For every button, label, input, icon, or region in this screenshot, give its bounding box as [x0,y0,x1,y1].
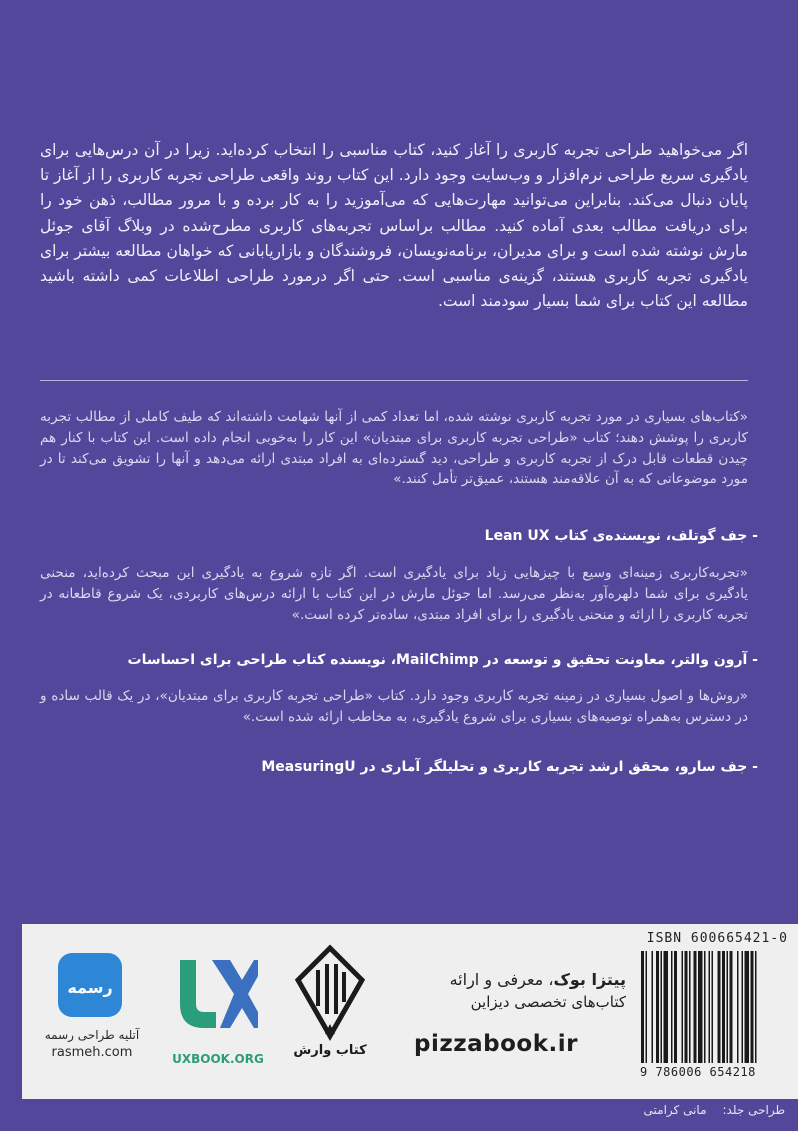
divider [40,380,748,381]
barcode-bar [722,951,725,1063]
barcode-icon [639,951,793,1069]
barcode-bar [742,951,744,1063]
rasmeh-url[interactable]: rasmeh.com [51,1045,133,1060]
barcode-bar [737,951,739,1063]
varesh-label: کتاب وارش [293,1043,367,1058]
barcode-bar [704,951,706,1063]
quote-1: «کتاب‌های بسیاری در مورد تجربه کاربری نوشته شده، اما تعداد کمی از آنها شهامت داشته‌اند که طیف کاملی از مطالب تجربه کاربری را پوشش دهند؛ کتاب «طراحی تجربه کاربری برای مبتدیان» این کار را به‌خوبی انجام داده است. این کتاب با کنار هم چیدن قطعات قابل درک از تجربه کاربری و طراحی، دید گسترده‌ای به افراد مبتدی ارائه می‌دهد و آنها را تشویق می‌کند تا در مورد موضوعاتی که به آن علاقه‌مند هستند، عمیق‌تر تأمل کنند.» [40,409,748,488]
barcode-bar [641,951,644,1063]
barcode-bar [671,951,673,1063]
barcode-bar [718,951,721,1063]
cover-credit [620,1103,785,1117]
barcode-bar [755,951,757,1063]
rasmeh-icon-text: رسمه [67,978,113,997]
credit-name: مانی کرامتی [643,1103,707,1117]
barcode-bar [646,951,648,1063]
barcode-bar [694,951,697,1063]
barcode-bar [661,951,663,1063]
publisher-name: پیتزا بوک [553,970,626,989]
isbn-number: 9 786006 654218 [640,1065,756,1079]
barcode-bar [745,951,750,1063]
footer-panel [22,924,798,1099]
rasmeh-name: آتلیه طراحی رسمه [44,1028,140,1042]
publisher-tagline: ، معرفی و ارائه [449,970,554,989]
barcode-bar [712,951,714,1063]
isbn-label: ISBN 600665421-0 [646,931,788,946]
barcode-bar [674,951,677,1063]
barcode-bar [727,951,729,1063]
barcode-bar [698,951,703,1063]
barcode-bar [685,951,688,1063]
barcode-bar [730,951,733,1063]
quote-3-author: - جف سارو، محقق ارشد تجربه کاربری و تحلیلگر آماری در MeasuringU [261,759,758,775]
publisher-subtitle: کتاب‌های تخصصی دیزاین [470,993,626,1011]
barcode-bar [656,951,659,1063]
publisher-url[interactable]: pizzabook.ir [414,1031,578,1057]
quote-2: «تجربه‌کاربری زمینه‌ای وسیع با چیزهایی زیاد برای یادگیری است. اگر تازه شروع به یادگیری این مبحث کرده‌اید، منحنی یادگیری برای شما دلهره‌آور به‌نظر می‌رسد. اما جوئل مارش در این کتاب با ارائه درس‌های کاربردی، یک شروع قاطعانه در تجربه کاربری را ارائه و منحنی یادگیری را برای افراد مبتدی، ساده‌تر کرده است.» [40,565,748,623]
rasmeh-logo-icon [58,953,122,1017]
uxbook-logo-icon [172,954,260,1034]
barcode-bar [652,951,654,1063]
quote-1-author: - جف گوتلف، نویسنده‌ی کتاب Lean UX [484,528,758,544]
barcode-bar [709,951,711,1063]
barcode-bar [664,951,669,1063]
barcode-bar [751,951,754,1063]
publisher-title [382,970,626,989]
uxbook-label[interactable]: UXBOOK.ORG [172,1052,264,1066]
credit-label: طراحی جلد: [722,1103,785,1117]
barcode-bar [682,951,684,1063]
quote-3: «روش‌ها و اصول بسیاری در زمینه تجربه کاربری وجود دارد. کتاب «طراحی تجربه کاربری برای مبتدیان»، در یک قالب ساده و در دسترس به‌همراه توصیه‌های بسیاری برای شروع یادگیری، به مخاطب ارائه شده است.» [40,688,748,725]
intro-paragraph: اگر می‌خواهید طراحی تجربه کاربری را آغاز کنید، کتاب مناسبی را انتخاب کرده‌اید. زیرا در آن درس‌هایی برای یادگیری سریع طراحی نرم‌افزار و وب‌سایت وجود دارد. این کتاب روند واقعی طراحی تجربه کاربری را از آغاز تا پایان دنبال می‌کند. بنابراین می‌توانید مهارت‌هایی که می‌آموزید را به کار برده و با مرور مطالب، ذهن خود را برای دریافت مطالب بعدی آماده کنید. مطالب براساس تجربه‌های کاربری مطرح‌شده در وبلاگ آقای جوئل مارش نوشته شده است و برای مدیران، برنامه‌نویسان، فروشندگان و بازاریابانی که خواهان مطالعه بیشتر برای یادگیری تجربه کاربری هستند، گزینه‌ی مناسبی است. حتی اگر درمورد طراحی اطلاعات کمی داشته باشید مطالعه این کتاب برای شما بسیار سودمند است. [40,141,748,311]
quote-2-author: - آرون والتر، معاونت تحقیق و توسعه در MailChimp، نویسنده کتاب طراحی برای احساسات [127,652,758,668]
barcode-bar [689,951,691,1063]
